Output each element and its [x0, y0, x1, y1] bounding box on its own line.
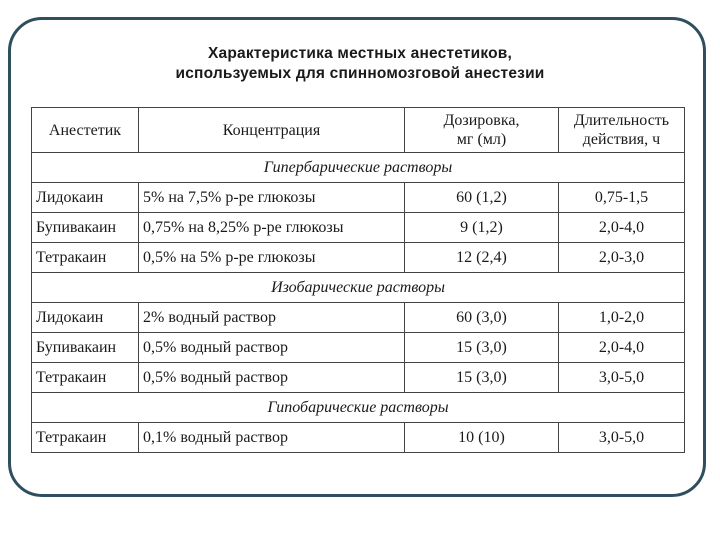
cell-concentration: 0,1% водный раствор — [139, 423, 405, 453]
group-row-hyperbaric — [32, 153, 685, 183]
cell-dose: 15 (3,0) — [405, 333, 559, 363]
cell-concentration: 0,5% водный раствор — [139, 363, 405, 393]
cell-concentration: 2% водный раствор — [139, 303, 405, 333]
title-line-1: Характеристика местных анестетиков, — [207, 45, 513, 62]
cell-duration: 0,75-1,5 — [559, 183, 685, 213]
cell-concentration: 0,5% на 5% р-ре глюкозы — [139, 243, 405, 273]
table-row — [32, 363, 685, 393]
cell-drug: Бупивакаин — [32, 333, 139, 363]
cell-duration: 3,0-5,0 — [559, 423, 685, 453]
cell-duration: 2,0-4,0 — [559, 333, 685, 363]
table-title — [0, 44, 720, 84]
table-row — [32, 243, 685, 273]
col-anesthetic: Анестетик — [32, 108, 139, 153]
col-dose-line-2: мг (мл) — [456, 131, 507, 148]
cell-dose: 9 (1,2) — [405, 213, 559, 243]
cell-concentration: 5% на 7,5% р-ре глюкозы — [139, 183, 405, 213]
cell-dose: 12 (2,4) — [405, 243, 559, 273]
col-duration-line-2: действия, ч — [582, 131, 661, 148]
cell-concentration: 0,75% на 8,25% р-ре глюкозы — [139, 213, 405, 243]
cell-duration: 2,0-3,0 — [559, 243, 685, 273]
group-row-hypobaric — [32, 393, 685, 423]
table-row — [32, 333, 685, 363]
cell-dose: 15 (3,0) — [405, 363, 559, 393]
cell-drug: Лидокаин — [32, 303, 139, 333]
cell-drug: Бупивакаин — [32, 213, 139, 243]
cell-duration: 1,0-2,0 — [559, 303, 685, 333]
cell-drug: Тетракаин — [32, 363, 139, 393]
table-row — [32, 423, 685, 453]
cell-dose: 10 (10) — [405, 423, 559, 453]
col-duration-line-1: Длительность — [573, 112, 670, 129]
col-concentration: Концентрация — [139, 108, 405, 153]
cell-drug: Лидокаин — [32, 183, 139, 213]
cell-dose: 60 (3,0) — [405, 303, 559, 333]
cell-duration: 2,0-4,0 — [559, 213, 685, 243]
cell-duration: 3,0-5,0 — [559, 363, 685, 393]
group-label: Гипербарические растворы — [32, 153, 685, 183]
col-dose — [405, 108, 559, 153]
header-row — [32, 108, 685, 153]
group-label: Гипобарические растворы — [32, 393, 685, 423]
cell-dose: 60 (1,2) — [405, 183, 559, 213]
table-row — [32, 213, 685, 243]
title-line-2: используемых для спинномозговой анестезии — [175, 65, 545, 82]
col-duration — [559, 108, 685, 153]
col-dose-line-1: Дозировка, — [443, 112, 520, 129]
group-row-isobaric — [32, 273, 685, 303]
table-row — [32, 303, 685, 333]
table-row — [32, 183, 685, 213]
anesthetics-table — [31, 107, 685, 453]
cell-concentration: 0,5% водный раствор — [139, 333, 405, 363]
cell-drug: Тетракаин — [32, 243, 139, 273]
group-label: Изобарические растворы — [32, 273, 685, 303]
cell-drug: Тетракаин — [32, 423, 139, 453]
